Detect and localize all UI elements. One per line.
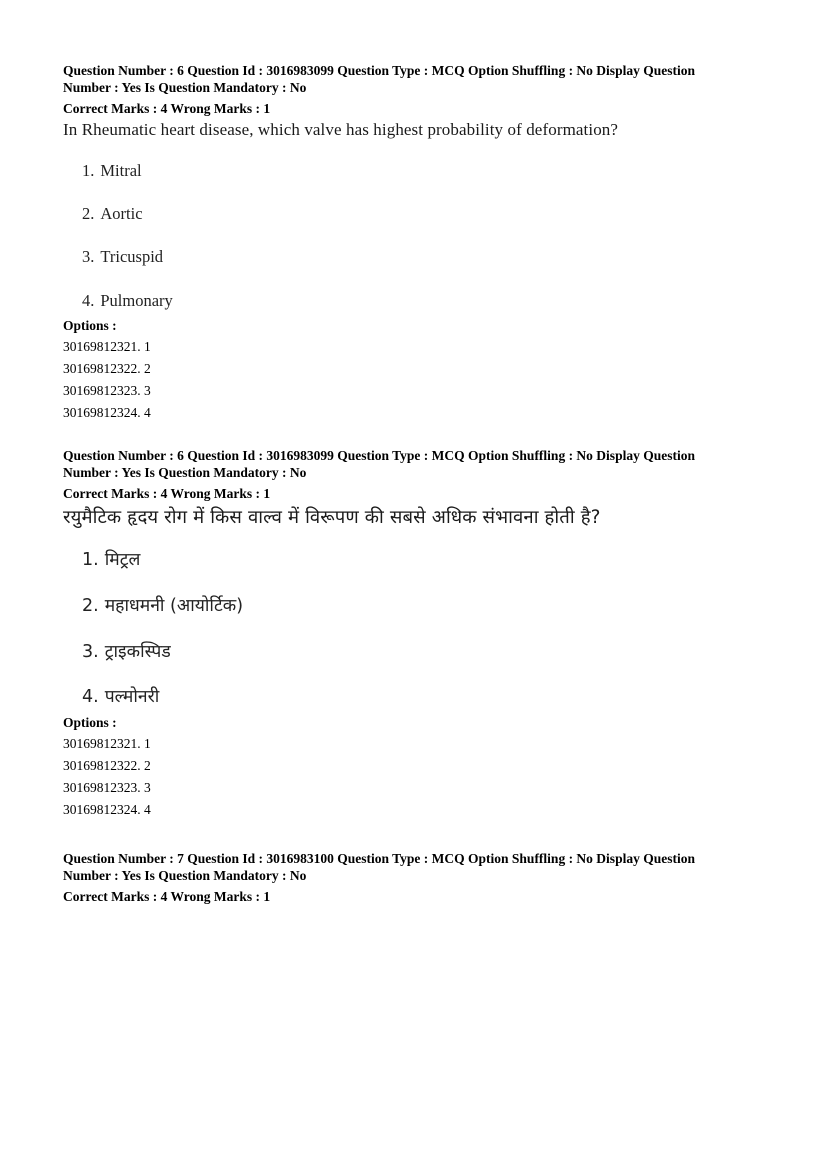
- choice-number: 1.: [82, 550, 99, 570]
- choice-list: [63, 537, 763, 709]
- choice-label: Aortic: [100, 204, 143, 223]
- choice-number: 2.: [82, 596, 99, 616]
- choice-item: [63, 149, 763, 192]
- choice-number: 3.: [82, 642, 99, 662]
- choice-label: महाधमनी (आयोर्टिक): [104, 596, 244, 616]
- question-meta-line-2: Number : Yes Is Question Mandatory : No: [63, 80, 307, 95]
- choice-label: पल्मोनरी: [104, 687, 160, 707]
- choice-item: [63, 537, 763, 583]
- choice-number: 3.: [82, 247, 95, 266]
- choice-item: [63, 675, 763, 709]
- question-marks: Correct Marks : 4 Wrong Marks : 1: [63, 889, 271, 904]
- choice-list: [63, 149, 763, 312]
- choice-item: [63, 235, 763, 278]
- options-heading: Options :: [63, 715, 117, 730]
- choice-number: 4.: [82, 687, 99, 707]
- choice-label: Tricuspid: [100, 247, 164, 266]
- question-meta-line-1: Question Number : 7 Question Id : 3016983100 Question Type : MCQ Option Shuffling : No Display Question: [63, 851, 695, 866]
- question-meta-line-1: Question Number : 6 Question Id : 3016983099 Question Type : MCQ Option Shuffling : No Display Question: [63, 63, 695, 78]
- choice-label: Mitral: [100, 161, 142, 180]
- choice-label: मिट्रल: [104, 550, 141, 570]
- option-row: 30169812323. 3: [63, 780, 151, 795]
- choice-number: 4.: [82, 291, 95, 310]
- question-block-next: [63, 850, 763, 906]
- choice-label: ट्राइकस्पिड: [104, 642, 171, 662]
- option-row: 30169812323. 3: [63, 383, 151, 398]
- choice-number: 1.: [82, 161, 95, 180]
- choice-number: 2.: [82, 204, 95, 223]
- option-row: 30169812324. 4: [63, 405, 151, 420]
- question-block-hindi: [63, 447, 763, 821]
- question-text: रयुमैटिक हृदय रोग में किस वाल्व में विरूपण की सबसे अधिक संभावना होती है?: [63, 507, 601, 528]
- option-row: 30169812322. 2: [63, 361, 151, 376]
- choice-item: [63, 629, 763, 675]
- question-text: In Rheumatic heart disease, which valve has highest probability of deformation?: [63, 120, 619, 139]
- question-meta-line-1: Question Number : 6 Question Id : 3016983099 Question Type : MCQ Option Shuffling : No Display Question: [63, 448, 695, 463]
- option-row: 30169812322. 2: [63, 758, 151, 773]
- question-marks: Correct Marks : 4 Wrong Marks : 1: [63, 101, 271, 116]
- question-meta-line-2: Number : Yes Is Question Mandatory : No: [63, 465, 307, 480]
- choice-item: [63, 583, 763, 629]
- choice-label: Pulmonary: [100, 291, 173, 310]
- question-meta-line-2: Number : Yes Is Question Mandatory : No: [63, 868, 307, 883]
- option-row: 30169812321. 1: [63, 736, 151, 751]
- choice-item: [63, 192, 763, 235]
- options-heading: Options :: [63, 318, 117, 333]
- question-block-english: [63, 62, 763, 424]
- choice-item: [63, 278, 763, 312]
- question-marks: Correct Marks : 4 Wrong Marks : 1: [63, 486, 271, 501]
- option-row: 30169812324. 4: [63, 802, 151, 817]
- option-row: 30169812321. 1: [63, 339, 151, 354]
